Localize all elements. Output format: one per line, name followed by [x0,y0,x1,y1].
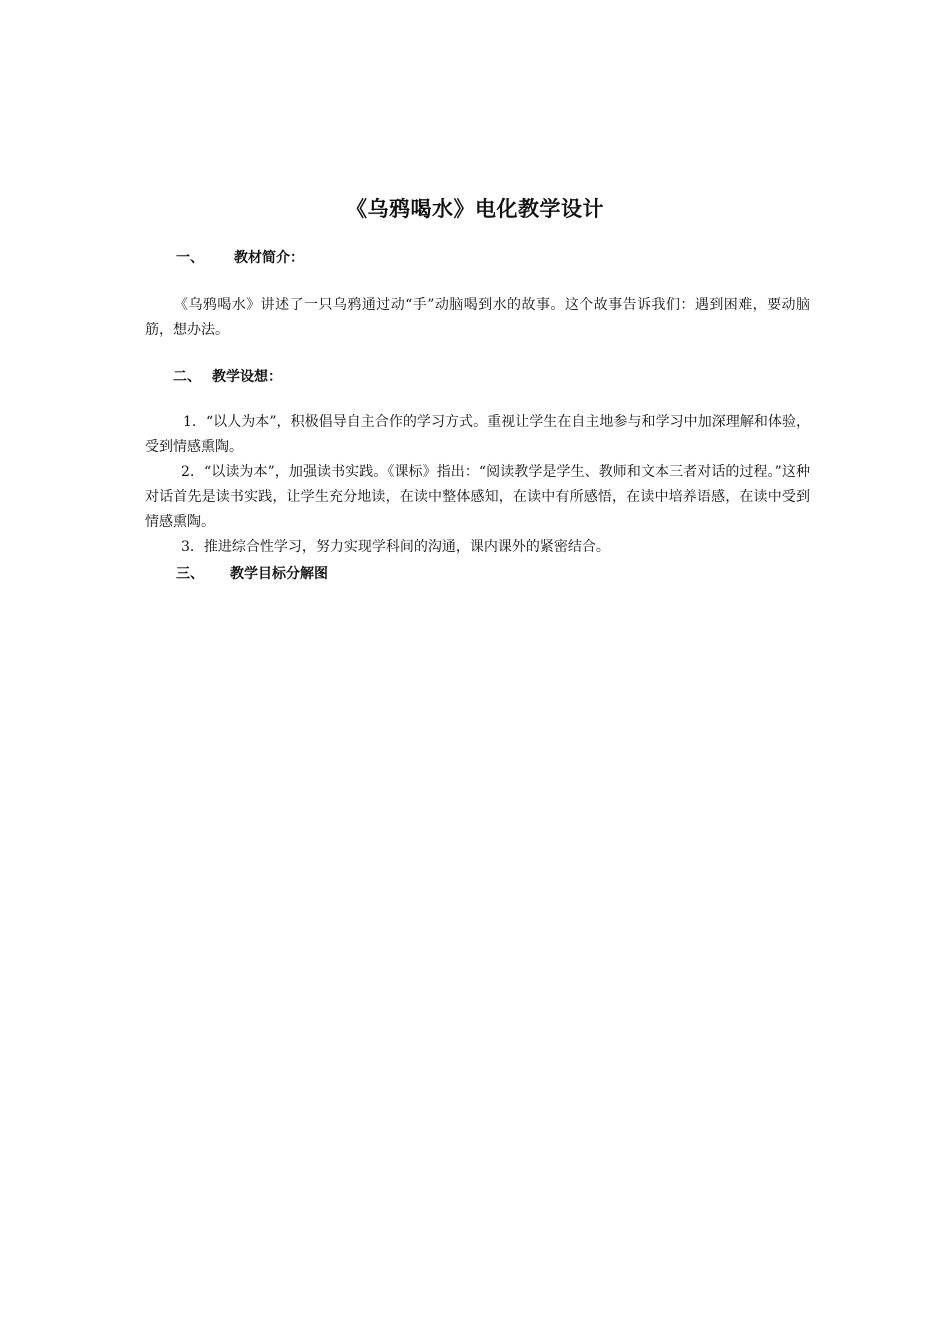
document-title: 《乌鸦喝水》电化教学设计 [346,197,604,221]
section-title-3: 教学目标分解图 [230,566,328,582]
section-2-paragraph-1: 1．“以人为本”，积极倡导自主合作的学习方式。重视让学生在自主地参与和学习中加深理解和体验，受到情感熏陶。 [145,414,810,455]
section-title-2: 教学设想： [212,369,282,385]
section-title-1: 教材简介： [234,250,304,266]
section-heading-2 [173,367,282,387]
section-1-paragraph-1: 《乌鸦喝水》讲述了一只乌鸦通过动“手”动脑喝到水的故事。这个故事告诉我们：遇到困难，要动脑筋，想办法。 [145,297,810,338]
section-heading-3 [176,564,328,584]
section-2-paragraph-3: 3．推进综合性学习，努力实现学科间的沟通，课内课外的紧密结合。 [181,539,610,555]
section-number-3: 三、 [176,566,204,582]
section-2-paragraph-2: 2．“以读为本”，加强读书实践。《课标》指出：“阅读教学是学生、教师和文本三者对话的过程。”这种对话首先是读书实践，让学生充分地读，在读中整体感知，在读中有所感悟，在读中培养语感，在读中受到情感熏陶。 [145,464,810,530]
section-heading-1 [176,248,304,268]
section-number-2: 二、 [173,369,201,385]
section-number-1: 一、 [176,250,204,266]
